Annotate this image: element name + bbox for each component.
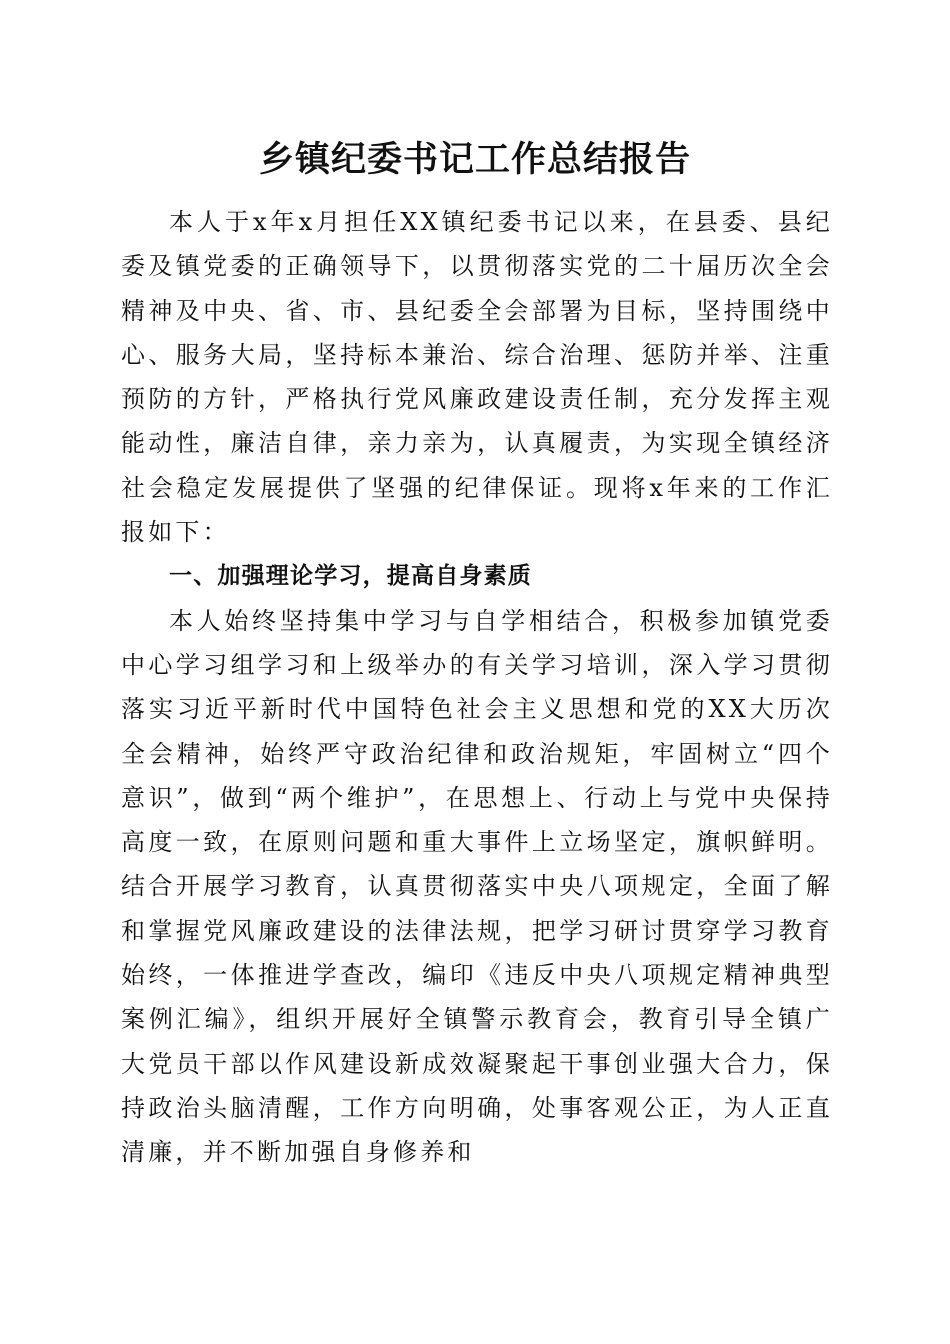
section-paragraph: 本人始终坚持集中学习与自学相结合，积极参加镇党委中心学习组学习和上级举办的有关学习培训，深入学习贯彻落实习近平新时代中国特色社会主义思想和党的XX大历次全会精神，始终严守政治纪律和政治规矩，牢固树立“四个意识”，做到“两个维护”，在思想上、行动上与党中央保持高度一致，在原则问题和重大事件上立场坚定，旗帜鲜明。结合开展学习教育，认真贯彻落实中央八项规定，全面了解和掌握党风廉政建设的法律法规，把学习研讨贯穿学习教育始终，一体推进学查改，编印《违反中央八项规定精神典型案例汇编》，组织开展好全镇警示教育会，教育引导全镇广大党员干部以作风建设新成效凝聚起干事创业强大合力，保持政治头脑清醒，工作方向明确，处事客观公正，为人正直清廉，并不断加强自身修养和 (121, 606, 833, 1167)
section-heading: 一、加强理论学习，提高自身素质 (169, 563, 532, 590)
intro-paragraph: 本人于x年x月担任XX镇纪委书记以来，在县委、县纪委及镇党委的正确领导下，以贯彻落实党的二十届历次全会精神及中央、省、市、县纪委全会部署为目标，坚持围绕中心、服务大局，坚持标本兼治、综合治理、惩防并举、注重预防的方针，严格执行党风廉政建设责任制，充分发挥主观能动性，廉洁自律，亲力亲为，认真履责，为实现全镇经济社会稳定发展提供了坚强的纪律保证。现将x年来的工作汇报如下： (121, 208, 833, 547)
document-body (121, 200, 833, 1175)
document-title: 乡镇纪委书记工作总结报告 (258, 139, 691, 180)
